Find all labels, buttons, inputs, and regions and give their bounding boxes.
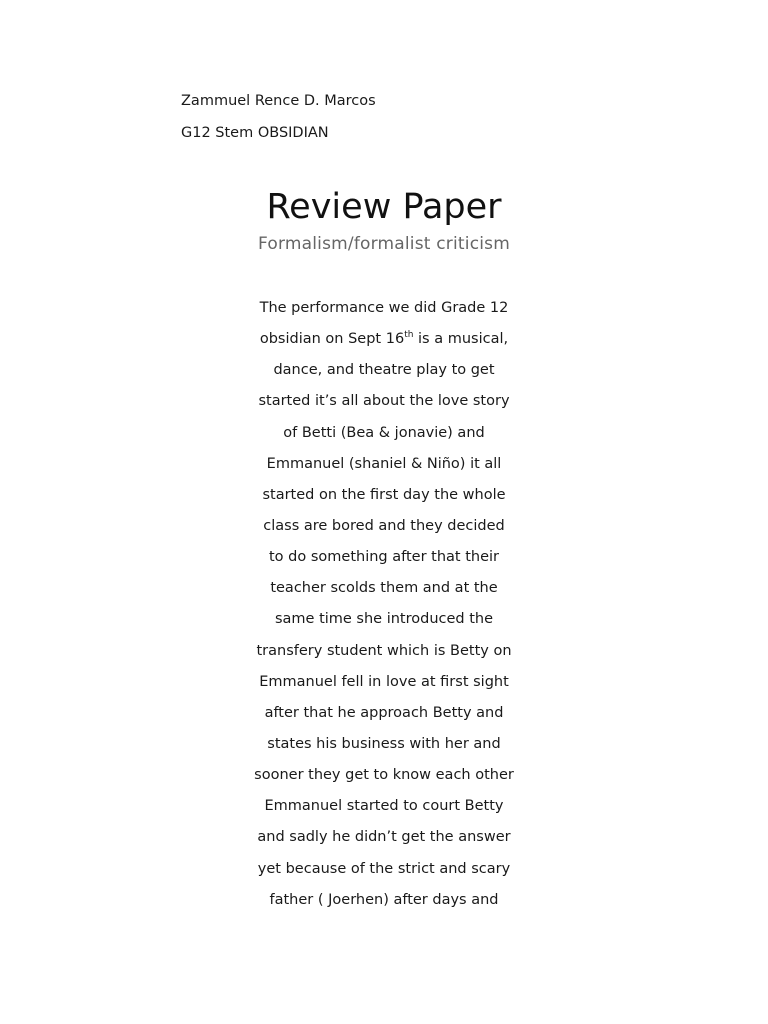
body-paragraph	[184, 296, 584, 919]
class-section: G12 Stem OBSIDIAN	[181, 125, 329, 141]
body-line: father ( Joerhen) after days and	[269, 891, 499, 908]
body-line: started it’s all about the love story	[258, 393, 510, 410]
body-line: Emmanuel started to court Betty	[264, 798, 504, 815]
document-subtitle: Formalism/formalist criticism	[258, 234, 510, 254]
author-name: Zammuel Rence D. Marcos	[181, 93, 376, 109]
body-line: teacher scolds them and at the	[270, 580, 498, 597]
body-line: transfery student which is Betty on	[256, 642, 512, 659]
body-line: dance, and theatre play to get	[273, 362, 495, 379]
body-line: after that he approach Betty and	[264, 704, 504, 721]
body-line-tail: is a musical,	[413, 331, 509, 348]
ordinal-superscript: th	[404, 330, 414, 341]
body-line: same time she introduced the	[274, 611, 494, 628]
body-line: states his business with her and	[267, 735, 501, 752]
body-line: Emmanuel (shaniel & Niño) it all	[266, 455, 502, 472]
body-line: and sadly he didn’t get the answer	[257, 829, 511, 846]
body-line: Emmanuel fell in love at first sight	[259, 673, 509, 690]
body-line-text: obsidian on Sept 16	[259, 331, 405, 348]
body-line: of Betti (Bea & jonavie) and	[283, 424, 485, 441]
body-line	[184, 327, 584, 358]
body-line: to do something after that their	[269, 549, 499, 566]
body-line: started on the first day the whole	[262, 486, 506, 503]
document-title: Review Paper	[266, 187, 502, 227]
body-line: sooner they get to know each other	[254, 767, 514, 784]
body-line: yet because of the strict and scary	[257, 860, 511, 877]
body-line: The performance we did Grade 12	[259, 300, 509, 316]
body-line: class are bored and they decided	[263, 517, 505, 534]
